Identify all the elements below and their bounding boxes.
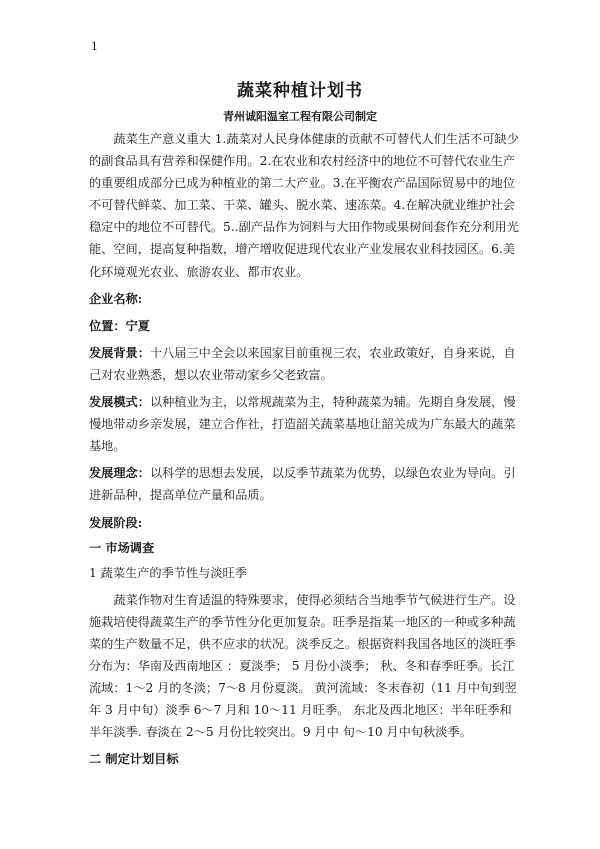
background-text: 十八届三中全会以来国家目前重视三农，农业政策好，自身来说，自己对农业熟悉，想以农业带动家乡父老致富。 bbox=[89, 345, 516, 382]
background-paragraph bbox=[89, 342, 521, 386]
section-heading-plan-goals: 二 制定计划目标 bbox=[89, 752, 179, 767]
intro-paragraph: 蔬菜生产意义重大 1.蔬菜对人民身体健康的贡献不可替代人们生活不可缺少的副食品具有营养和保健作用。2.在农业和农村经济中的地位不可替代农业生产的重要组成部分已成为种植业的第二大产业。3.在平衡农产品国际贸易中的地位不可替代鲜菜、加工菜、干菜、罐头、脱水菜、速冻菜。4.在解决就业维护社会稳定中的地位不可替代。5..副产品作为饲料与大田作物或果树间套作充分利用光能、空间，提高复种指数，增产增收促进现代农业产业发展农业科技园区。6.美化环境观光农业、旅游农业、都市农业。 bbox=[89, 132, 519, 279]
page-number: 1 bbox=[91, 40, 98, 53]
stages-heading: 发展阶段: bbox=[89, 515, 143, 530]
philosophy-text: 以科学的思想去发展，以反季节蔬菜为优势，以绿色农业为导向。引进新品种，提高单位产量和品质。 bbox=[89, 466, 516, 503]
company-line bbox=[89, 288, 521, 310]
philosophy-label: 发展理念： bbox=[89, 466, 150, 481]
document-title: 蔬菜种植计划书 bbox=[237, 81, 363, 101]
seasonality-paragraph: 蔬菜作物对生育适温的特殊要求，使得必须结合当地季节气候进行生产。设施栽培使得蔬菜生产的季节性分化更加复杂。旺季是指某一地区的一种或多种蔬菜的生产数量不足，供不应求的状况。淡季反之。根据资料我国各地区的淡旺季分布为：华南及西南地区 ：夏淡季； 5 月份小淡季； 秋、冬和春季旺季。长江流域：1～2 月的冬淡；7～8 月份夏淡。 黄河流域：冬末春初（11 月中旬到翌年 3 月中旬）淡季 6～7 月和 10～11 月旺季。 东北及西北地区：半年旺季和半年淡季. 春淡在 2～5 月份比较突出。9 月中 旬～10 月中旬秋淡季。 bbox=[89, 592, 517, 740]
location-line bbox=[89, 315, 521, 337]
background-label: 发展背景： bbox=[89, 345, 150, 360]
philosophy-paragraph bbox=[89, 462, 521, 506]
mode-label: 发展模式： bbox=[89, 395, 150, 410]
mode-paragraph bbox=[89, 391, 521, 457]
mode-text: 以种植业为主，以常规蔬菜为主，特种蔬菜为辅。先期自身发展，慢慢地带动乡亲发展，建立合作社，打造韶关蔬菜基地让韶关成为广东最大的蔬菜基地。 bbox=[89, 395, 516, 454]
company-label: 企业名称: bbox=[89, 291, 143, 306]
document-subtitle: 青州诚阳温室工程有限公司制定 bbox=[223, 110, 377, 123]
location-value: 宁夏 bbox=[125, 318, 150, 333]
location-label: 位置： bbox=[89, 318, 126, 333]
section-heading-market-research: 一 市场调查 bbox=[89, 540, 155, 555]
subsection-heading-seasonality: 1 蔬菜生产的季节性与淡旺季 bbox=[89, 565, 247, 580]
document-body bbox=[89, 128, 521, 774]
